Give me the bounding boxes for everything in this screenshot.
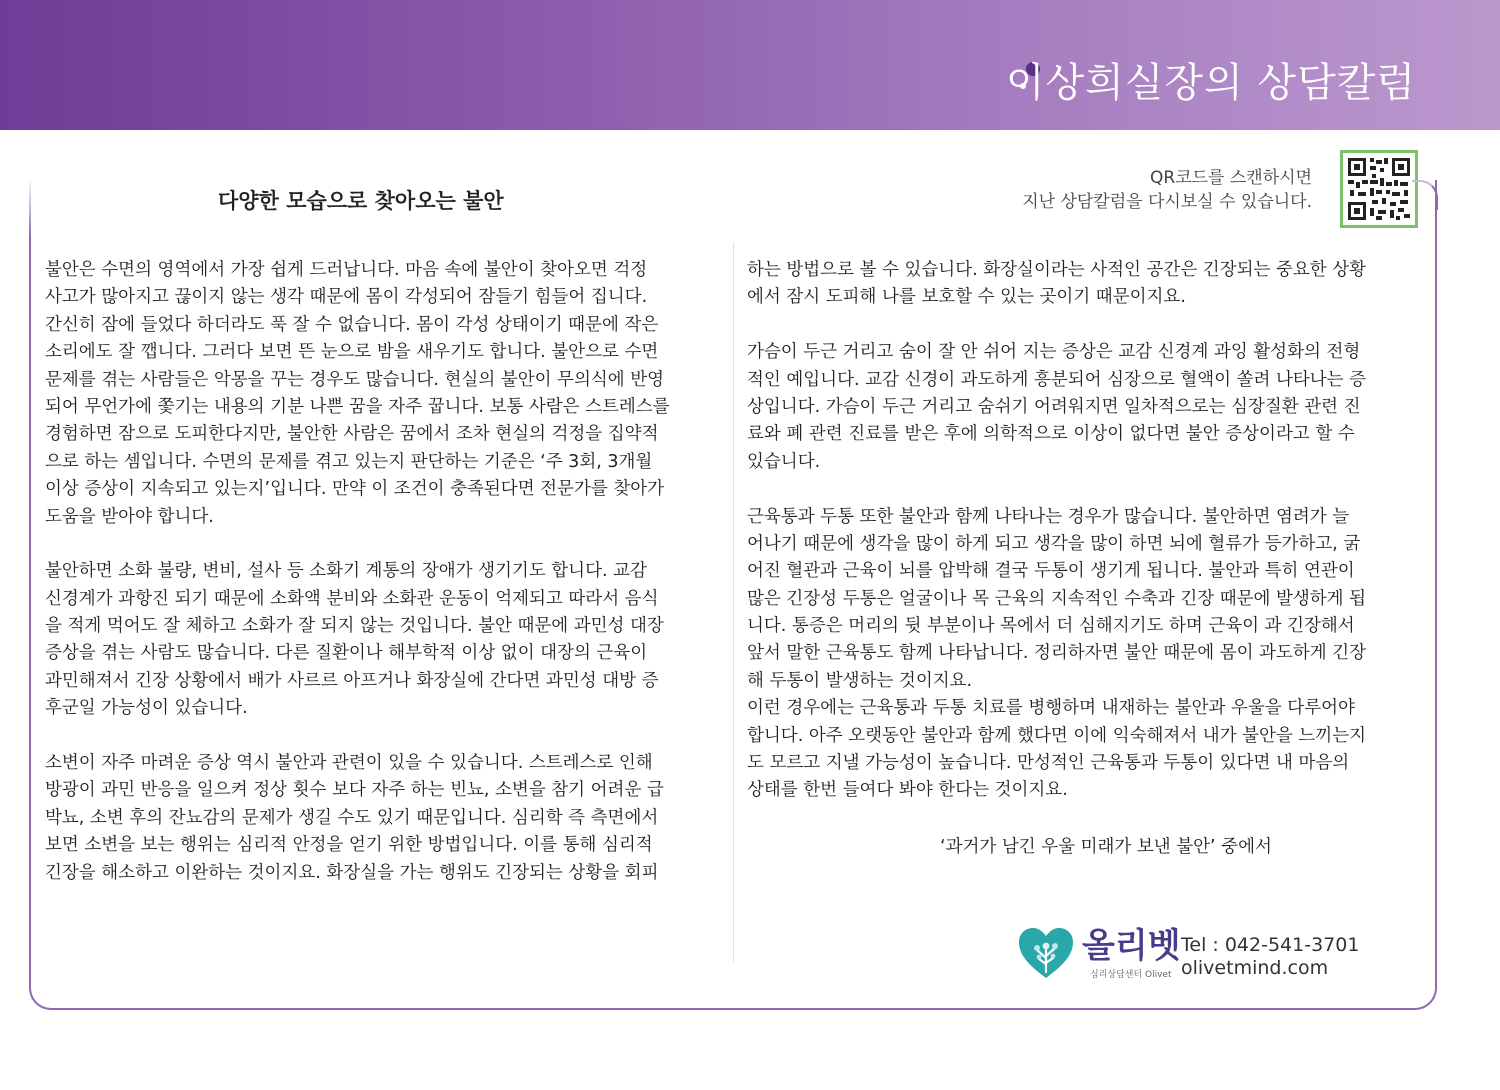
website-link[interactable]: olivetmind.com: [1181, 957, 1329, 979]
article-line: 신경계가 과항진 되기 때문에 소화액 분비와 소화관 운동이 억제되고 따라서 음식: [45, 588, 659, 609]
article-line: 긴장을 해소하고 이완하는 것이지요. 화장실을 가는 행위도 긴장되는 상황을 회피: [45, 862, 659, 883]
article-line: 보면 소변을 보는 행위는 심리적 안정을 얻기 위한 방법입니다. 이를 통해 심리적: [45, 835, 653, 856]
column-divider: [733, 242, 734, 962]
paragraph-gap: [45, 723, 715, 750]
header-banner: [0, 0, 1500, 130]
article-line: 소리에도 잘 깹니다. 그러다 보면 뜬 눈으로 밤을 새우기도 합니다. 불안으로 수면: [45, 342, 659, 363]
article-line: 상태를 한번 들여다 봐야 한다는 것이지요.: [747, 780, 1068, 801]
olivet-tree-heart-icon: [1017, 926, 1075, 980]
column-series-title: 이상희실장의 상담칼럼: [1005, 60, 1416, 106]
article-line: 해 두통이 발생하는 것이지요.: [747, 670, 973, 691]
article-line: 합니다. 아주 오랫동안 불안과 함께 했다면 이에 익숙해져서 내가 불안을 느끼는지: [747, 725, 1367, 746]
article-line: 증상을 겪는 사람도 많습니다. 다른 질환이나 해부학적 이상 없이 대장의 근육이: [45, 643, 648, 664]
article-line: 방광이 과민 반응을 일으켜 정상 횟수 보다 자주 하는 빈뇨, 소변을 참기 어려운 급: [45, 780, 664, 801]
article-line: 어나기 때문에 생각을 많이 하게 되고 생각을 많이 하면 뇌에 혈류가 등가하고, 굵: [747, 533, 1361, 554]
article-line: 있습니다.: [747, 451, 821, 472]
article-line: 적인 예입니다. 교감 신경이 과도하게 흥분되어 심장으로 혈액이 쏠려 나타나는 증: [747, 369, 1367, 390]
article-right-column: [747, 257, 1417, 805]
article-line: 으로 하는 셈입니다. 수면의 문제를 겪고 있는지 판단하는 기준은 ‘주 3회, 3개월: [45, 451, 653, 472]
article-line: 이상 증상이 지속되고 있는지’입니다. 만약 이 조건이 충족된다면 전문가를 찾아가: [45, 479, 665, 500]
olivet-logo-name: 올리벳: [1082, 926, 1181, 966]
paragraph-gap: [45, 531, 715, 558]
article-line: 니다. 통증은 머리의 뒷 부분이나 목에서 더 심해지기도 하며 근육이 과 긴장해서: [747, 616, 1355, 637]
article-line: 이런 경우에는 근육통과 두통 치료를 병행하며 내재하는 불안과 우울을 다루어야: [747, 698, 1355, 719]
article-line: 소변이 자주 마려운 증상 역시 불안과 관련이 있을 수 있습니다. 스트레스로 인해: [45, 753, 653, 774]
olivet-logo-subtitle: 심리상담센터 Olivet: [1090, 970, 1172, 980]
article-line: 에서 잠시 도피해 나를 보호할 수 있는 곳이기 때문이지요.: [747, 287, 1186, 308]
article-line: 앞서 말한 근육통도 함께 나타납니다. 정리하자면 불안 때문에 몸이 과도하게 긴장: [747, 643, 1367, 664]
qr-caption-line1: QR코드를 스캔하시면: [1150, 168, 1312, 188]
article-line: 되어 무언가에 쫓기는 내용의 기분 나쁜 꿈을 자주 꿉니다. 보통 사람은 스트레스를: [45, 396, 670, 417]
paragraph-gap: [747, 476, 1417, 503]
frame-fade: [28, 178, 32, 238]
article-title: 다양한 모습으로 찾아오는 불안: [218, 189, 504, 213]
article-line: 많은 긴장성 두통은 얼굴이나 목 근육의 지속적인 수축과 긴장 때문에 발생하게 됩: [747, 588, 1367, 609]
article-line: 도움을 받아야 합니다.: [45, 506, 214, 527]
article-line: 후군일 가능성이 있습니다.: [45, 698, 248, 719]
article-line: 불안은 수면의 영역에서 가장 쉽게 드러납니다. 마음 속에 불안이 찾아오면 걱정: [45, 260, 648, 280]
qr-caption-line2: 지난 상담칼럼을 다시보실 수 있습니다.: [1022, 192, 1312, 212]
article-line: 과민해져서 긴장 상황에서 배가 사르르 아프거나 화장실에 간다면 과민성 대방 증: [45, 670, 659, 691]
article-line: 을 적게 먹어도 잘 체하고 소화가 잘 되지 않는 것입니다. 불안 때문에 과민성 대장: [45, 616, 664, 637]
source-quote: ‘과거가 남긴 우울 미래가 보낸 불안’ 중에서: [940, 837, 1272, 857]
article-line: 경험하면 잠으로 도피한다지만, 불안한 사람은 꿈에서 조차 현실의 걱정을 집약적: [45, 424, 659, 445]
article-line: 간신히 잠에 들었다 하더라도 푹 잘 수 없습니다. 몸이 각성 상태이기 때문에 작은: [45, 314, 659, 335]
article-left-column: [45, 257, 715, 887]
article-line: 상입니다. 가슴이 두근 거리고 숨쉬기 어려워지면 일차적으로는 심장질환 관련 진: [747, 396, 1361, 417]
article-line: 문제를 겪는 사람들은 악몽을 꾸는 경우도 많습니다. 현실의 불안이 무의식에 반영: [45, 369, 665, 390]
article-line: 하는 방법으로 볼 수 있습니다. 화장실이라는 사적인 공간은 긴장되는 중요한 상황: [747, 260, 1367, 280]
article-line: 불안하면 소화 불량, 변비, 설사 등 소화기 계통의 장애가 생기기도 합니다. 교감: [45, 561, 647, 582]
article-line: 어진 혈관과 근육이 뇌를 압박해 결국 두통이 생기게 됩니다. 불안과 특히 연관이: [747, 561, 1355, 582]
article-line: 도 모르고 지낼 가능성이 높습니다. 만성적인 근육통과 두통이 있다면 내 마음의: [747, 753, 1350, 774]
contact-info: [1181, 934, 1359, 980]
article-line: 가슴이 두근 거리고 숨이 잘 안 쉬어 지는 증상은 교감 신경계 과잉 활성화의 전형: [747, 342, 1361, 363]
paragraph-gap: [747, 312, 1417, 339]
article-line: 근육통과 두통 또한 불안과 함께 나타나는 경우가 많습니다. 불안하면 염려가 늘: [747, 506, 1350, 527]
telephone-number: Tel : 042-541-3701: [1181, 934, 1360, 956]
article-line: 박뇨, 소변 후의 잔뇨감의 문제가 생길 수도 있기 때문입니다. 심리학 즉 측면에서: [45, 807, 659, 828]
article-line: 료와 폐 관련 진료를 받은 후에 의학적으로 이상이 없다면 불안 증상이라고 할 수: [747, 424, 1355, 445]
article-line: 사고가 많아지고 끊이지 않는 생각 때문에 몸이 각성되어 잠들기 힘들어 집니다.: [45, 287, 648, 308]
